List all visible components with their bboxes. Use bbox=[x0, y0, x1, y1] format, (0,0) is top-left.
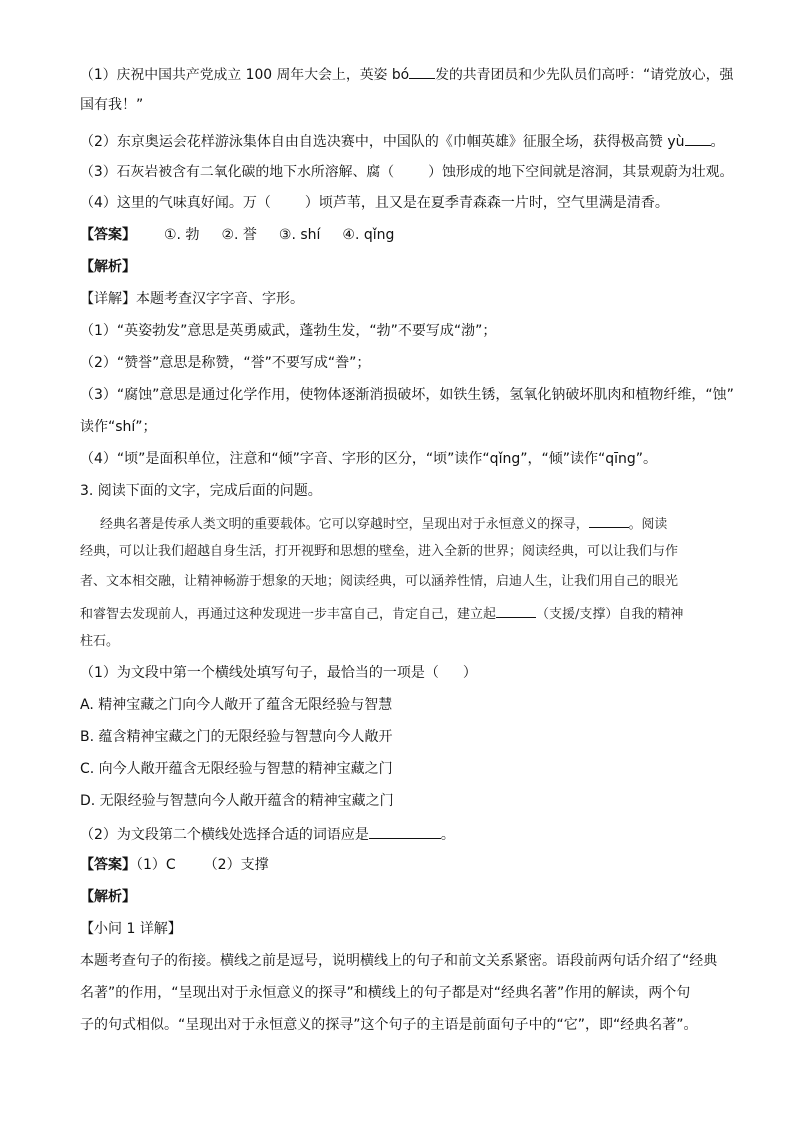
q2-detail-1: （1）“英姿勃发”意思是英勇威武，蓬勃生发，“勃”不要写成“渤”； bbox=[80, 323, 497, 339]
fill-blank bbox=[496, 603, 536, 618]
q3-sub-1: （1）为文段中第一个横线处填写句子，最恰当的一项是（ ） bbox=[80, 665, 477, 681]
passage-line-1: 经典名著是传承人类文明的重要载体。它可以穿越时空，呈现出对于永恒意义的探寻， 。阅读 bbox=[100, 513, 740, 534]
q2-item-1-line-1: （1）庆祝中国共产党成立 100 周年大会上，英姿 bó 发的共青团员和少先队员们高呼：“请党放心，强 bbox=[80, 64, 733, 84]
fill-blank bbox=[369, 824, 441, 839]
answer-item: ①. 勃 bbox=[164, 227, 200, 243]
q2-detail-2: （2）“赞誉”意思是称赞，“誉”不要写成“誊”； bbox=[80, 355, 371, 371]
q2-item-1-line-2: 国有我！” bbox=[80, 97, 144, 113]
fill-blank bbox=[589, 513, 629, 528]
explanation-line-2: 名著”的作用，“呈现出对于永恒意义的探寻”和横线上的句子都是对“经典名著”作用的解读，两个句 bbox=[80, 985, 691, 1001]
q2-item-4: （4）这里的气味真好闻。万（ ）顷芦苇，且又是在夏季青森森一片时，空气里满是清香。 bbox=[80, 195, 669, 211]
answer-item: （2）支撑 bbox=[203, 857, 269, 873]
option-b: B. 蕴含精神宝藏之门的无限经验与智慧向今人敞开 bbox=[80, 729, 393, 745]
option-a: A. 精神宝藏之门向今人敞开了蕴含无限经验与智慧 bbox=[80, 697, 393, 713]
option-c: C. 向今人敞开蕴含无限经验与智慧的精神宝藏之门 bbox=[80, 761, 393, 777]
passage-line-2: 经典，可以让我们超越自身生活，打开视野和思想的壁垒，进入全新的世界；阅读经典，可以让我们与作 bbox=[80, 544, 679, 559]
answer-item: ④. qǐng bbox=[342, 227, 395, 243]
explanation-line-3: 子的句式相似。“呈现出对于永恒意义的探寻”这个句子的主语是前面句子中的“它”，即“经典名著”。 bbox=[80, 1017, 698, 1033]
q2-item-2: （2）东京奥运会花样游泳集体自由自选决赛中，中国队的《巾帼英雄》征服全场，获得极高赞 yù 。 bbox=[80, 131, 725, 151]
q3-title: 3. 阅读下面的文字，完成后面的问题。 bbox=[80, 483, 322, 499]
q3-answer bbox=[80, 856, 269, 874]
answer-item: （1）C bbox=[136, 857, 176, 873]
answer-item: ②. 誉 bbox=[221, 227, 257, 243]
small-question-heading: 【小问 1 详解】 bbox=[80, 921, 182, 937]
answer-item: ③. shí bbox=[278, 227, 321, 243]
q3-sub-2: （2）为文段第二个横线处选择合适的词语应是 。 bbox=[80, 824, 455, 844]
q2-detail-3-line-2: 读作“shí”； bbox=[80, 419, 157, 435]
option-d: D. 无限经验与智慧向今人敞开蕴含的精神宝藏之门 bbox=[80, 793, 394, 809]
q2-answer bbox=[80, 226, 394, 244]
fill-blank bbox=[685, 131, 711, 146]
q2-detail-heading: 【详解】本题考查汉字字音、字形。 bbox=[80, 291, 304, 307]
q2-detail-4: （4）“顷”是面积单位，注意和“倾”字音、字形的区分，“顷”读作“qǐng”，“倾”读作“qīng”。 bbox=[80, 451, 658, 467]
passage-line-4: 和睿智去发现前人，再通过这种发现进一步丰富自己，肯定自己，建立起 （支援/支撑）自我的精神 bbox=[80, 603, 720, 624]
explanation-line-1: 本题考查句子的衔接。横线之前是逗号，说明横线上的句子和前文关系紧密。语段前两句话介绍了“经典 bbox=[80, 953, 718, 969]
answer-label: 【答案】 bbox=[80, 227, 136, 243]
passage-line-3: 者、文本相交融，让精神畅游于想象的天地；阅读经典，可以涵养性情，启迪人生，让我们用自己的眼光 bbox=[80, 574, 679, 589]
q2-detail-3-line-1: （3）“腐蚀”意思是通过化学作用，使物体逐渐消损破坏，如铁生锈，氢氧化钠破坏肌肉和植物纤维，“蚀” bbox=[80, 387, 734, 403]
answer-label: 【答案】 bbox=[80, 857, 136, 873]
q3-analysis-label: 【解析】 bbox=[80, 889, 136, 905]
passage-line-5: 柱石。 bbox=[80, 634, 120, 649]
q2-item-3: （3）石灰岩被含有二氧化碳的地下水所溶解、腐（ ）蚀形成的地下空间就是溶洞，其景观蔚为壮观。 bbox=[80, 164, 734, 180]
q2-analysis-label: 【解析】 bbox=[80, 259, 136, 275]
fill-blank bbox=[409, 64, 435, 79]
